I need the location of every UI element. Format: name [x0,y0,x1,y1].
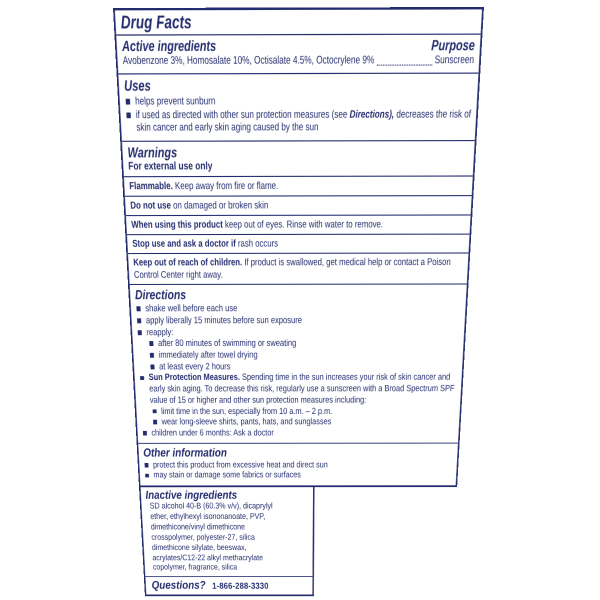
label-content [113,7,484,596]
section-active-ingredients [116,35,480,75]
bullet-square-icon [138,330,142,335]
uses-bullets [125,95,473,136]
bullet-square-icon [145,463,149,467]
warnings-subhead: For external use only [128,160,213,173]
questions-phone-number: 1-866-288-3330 [212,581,269,592]
section-warnings [122,141,475,285]
text-segment: Flammable. [129,179,174,193]
label-bottom-box [139,487,314,596]
bullet-square-icon [136,307,140,312]
text-segment: Stop use and ask a doctor if [132,238,236,250]
label-main-box [113,7,484,487]
section-uses [118,74,478,142]
text-segment: Keep away from fire or flame. [172,179,279,192]
bullet-square-icon [153,409,157,414]
section-inactive-ingredients [141,487,313,577]
warning-row [126,215,471,235]
bullet-item [136,315,460,327]
section-other-information [138,443,458,485]
text-segment: helps prevent sunburn [134,95,216,108]
purpose-heading: Purpose [430,37,476,54]
text-segment: Keep out of reach of children. [133,256,243,269]
warnings-header [122,141,475,176]
bullet-item [142,428,454,439]
bullet-square-icon [126,112,130,117]
section-directions [130,285,467,444]
bullet-square-icon [126,99,130,105]
text-segment: rash occurs [235,237,279,250]
text-segment: may stain or damage some fabrics or surfaces [153,470,301,481]
directions-heading: Directions [134,287,187,303]
text-segment: protect this product from excessive heat and direct sun [152,459,328,470]
other-information-bullets [144,460,453,481]
text-segment: children under 6 months: Ask a doctor [151,427,274,439]
text-segment: on damaged or broken skin [170,199,269,212]
uses-heading: Uses [123,76,152,95]
active-ingredients-heading: Active ingredients [121,37,217,55]
text-segment: Sun Protection Measures. [148,372,241,384]
text-segment: Directions), [349,108,395,121]
bullet-square-icon [143,431,147,435]
warning-row [124,176,473,196]
text-segment: wear long-sleeve shirts, pants, hats, and sunglasses [161,416,332,428]
bullet-item [135,303,461,315]
text-segment: When using this product [131,218,223,231]
text-segment: shake well before each use [145,303,238,315]
bullet-square-icon [150,353,154,358]
text-segment: after 80 minutes of swimming or sweating [157,338,297,350]
dotted-leader [377,64,432,65]
bullet-square-icon [153,420,157,424]
active-ingredients-header [122,37,476,54]
bullet-square-icon [149,342,153,347]
text-segment: Spending time in the sun increases your risk of skin cancer and early skin aging. To decrease this risk, regularly use a sunscreen with a Broad Spectrum SPF value of 15 or higher and other sun protection measures including: [149,372,455,406]
bullet-item [137,326,460,338]
warnings-heading: Warnings [127,144,178,161]
text-segment: decreases the risk of skin cancer and early skin aging caused by the sun [136,107,472,135]
section-title [115,9,482,35]
text-segment: reapply: [146,326,174,338]
inactive-ingredients-heading: Inactive ingredients [145,488,238,502]
bullet-item [149,361,457,373]
questions-heading: Questions? [151,579,206,592]
bullet-item [144,470,452,481]
active-ingredients-value: Avobenzone 3%, Homosalate 10%, Octisalate 4.5%, Octocrylene 9% [122,53,375,68]
purpose-value: Sunscreen [434,53,475,67]
bullet-item [152,417,455,428]
text-segment: if used as directed with other sun protection measures (see [135,108,350,122]
bullet-square-icon [140,376,144,381]
warning-row [127,234,470,254]
text-segment: limit time in the sun, especially from 10 a.m. – 2 p.m. [160,405,333,417]
page-title: Drug Facts [120,12,192,34]
bullet-item [144,460,453,471]
warning-row [128,253,469,284]
text-segment: apply liberally 15 minutes before sun exposure [145,314,303,327]
bullet-square-icon [137,318,141,323]
text-segment: keep out of eyes. Rinse with water to remove. [222,218,384,231]
text-segment: Do not use [130,199,172,212]
bullet-item [148,338,459,350]
drug-facts-label [113,7,484,597]
bullet-square-icon [150,364,154,369]
warnings-rows [124,176,473,285]
bullet-item [152,406,456,417]
bullet-item [125,95,473,109]
warning-row [125,195,472,215]
other-information-heading: Other information [142,445,228,459]
text-segment: If product is swallowed, get medical help or contact a Poison Control Center right away. [133,256,451,281]
active-ingredients-row [122,54,474,69]
bullet-item [125,108,471,135]
text-segment: at least every 2 hours [158,361,231,372]
directions-bullets [135,303,461,439]
bullet-item [139,372,457,406]
inactive-ingredients-list: SD alcohol 40-B (60.3% v/v), dicaprylyl ether, ethylhexyl isononanoate, PVP, dimethicone/vinyl dimethicone crosspolymer, polyester-27, silica dimethicone silylate, beeswax, acrylates/C12-22 alkyl methacrylate copolymer, fragrance, silica [149,501,273,573]
bullet-square-icon [145,473,149,477]
text-segment: immediately after towel drying [158,349,258,361]
bullet-item [149,350,459,362]
section-questions [145,577,312,594]
